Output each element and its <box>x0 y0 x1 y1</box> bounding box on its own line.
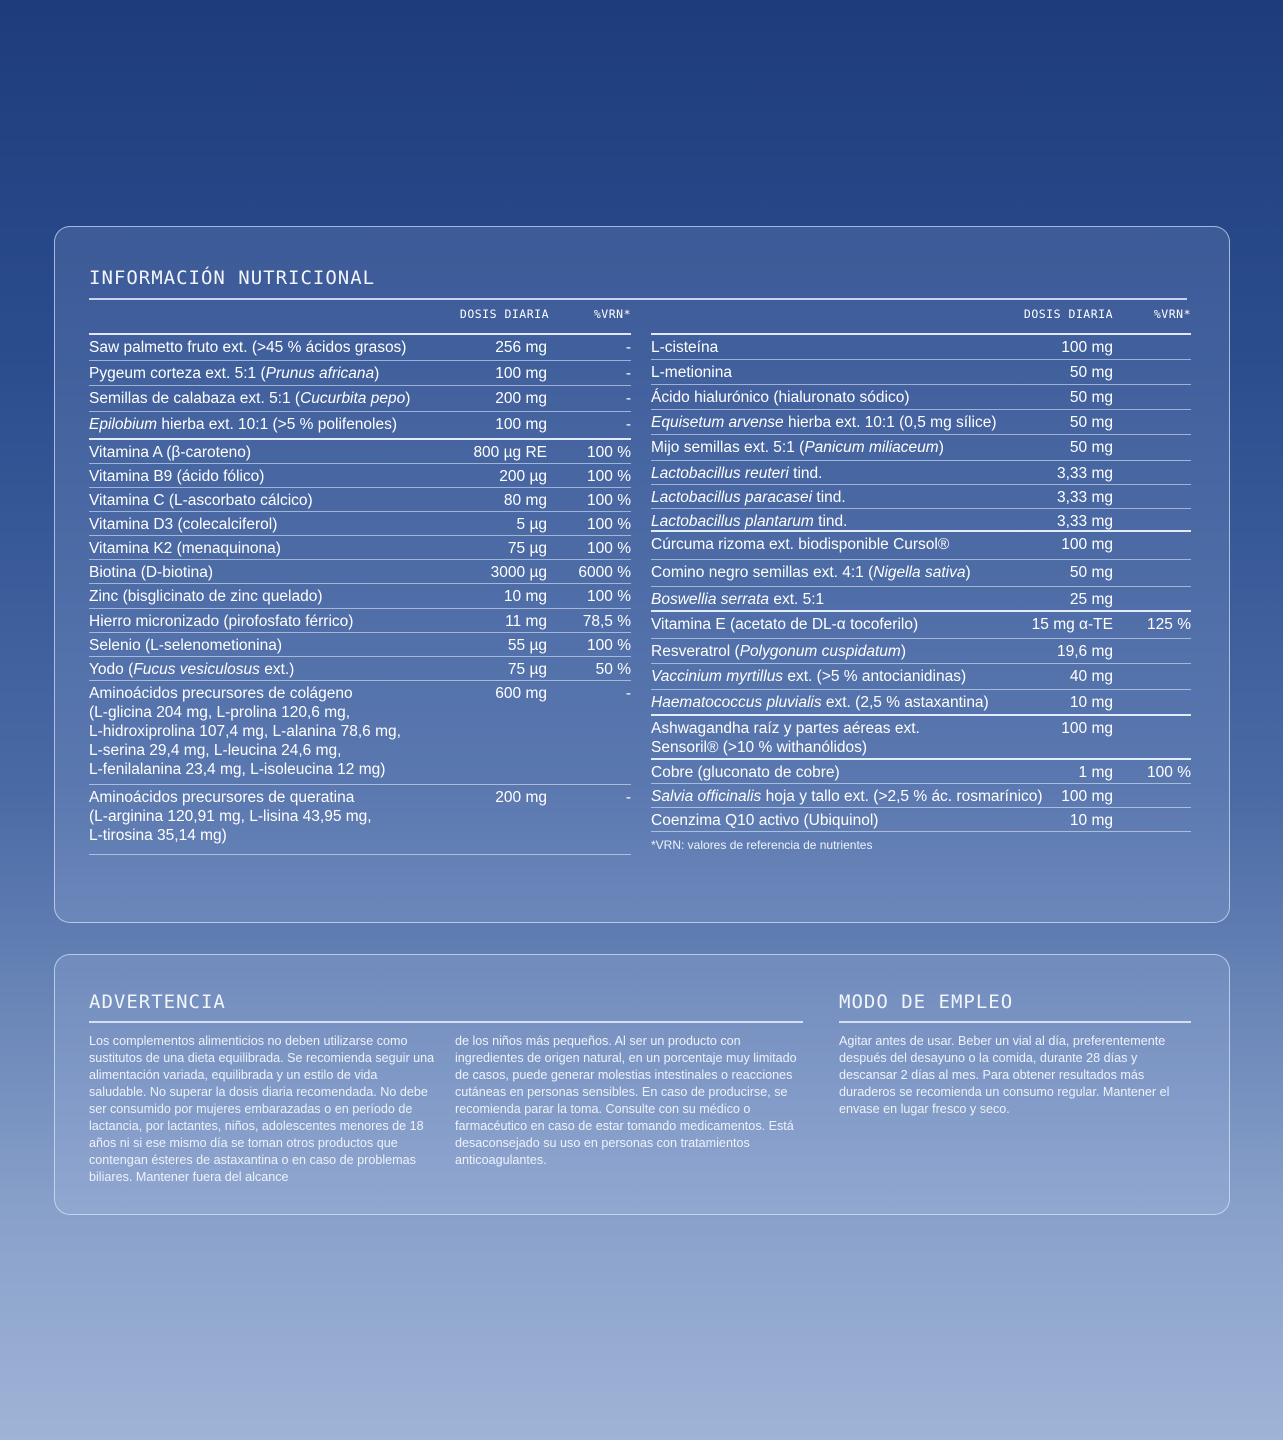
nutrient-dose: 1 mg <box>1078 764 1113 781</box>
nutrient-name: Vitamina A (β-caroteno) <box>89 444 251 461</box>
nutrient-name: Hierro micronizado (pirofosfato férrico) <box>89 613 354 630</box>
nutrient-dose: 55 µg <box>507 637 547 654</box>
table-row <box>89 657 631 681</box>
nutrient-name: Vaccinium myrtillus ext. (>5 % antocianidinas) <box>651 668 967 685</box>
col-vrn-header: %VRN* <box>593 307 631 321</box>
nutrient-dose: 10 mg <box>1069 812 1113 829</box>
nutrient-dose: 50 mg <box>1069 564 1113 581</box>
nutrient-dose: 200 mg <box>495 789 547 806</box>
nutrient-vrn: 100 % <box>587 468 631 485</box>
nutrient-dose: 15 mg α-TE <box>1031 616 1113 633</box>
nutrient-vrn: - <box>625 685 631 702</box>
nutrient-name: Selenio (L-selenometionina) <box>89 637 283 654</box>
table-row <box>89 412 631 440</box>
nutrient-name: Vitamina E (acetato de DL-α tocoferilo) <box>651 616 919 633</box>
nutrient-dose: 10 mg <box>503 588 547 605</box>
nutrient-name: Coenzima Q10 activo (Ubiquinol) <box>651 812 879 829</box>
nutrient-dose: 100 mg <box>1061 720 1113 737</box>
nutrient-vrn: 100 % <box>587 444 631 461</box>
table-row <box>89 361 631 386</box>
table-row <box>651 690 1191 716</box>
nutrient-vrn: - <box>625 789 631 806</box>
nutrient-vrn: 125 % <box>1147 616 1191 633</box>
warning-divider <box>89 1021 803 1023</box>
nutrient-name: L-cisteína <box>651 339 719 356</box>
table-row <box>651 560 1191 587</box>
table-row <box>651 360 1191 385</box>
table-row <box>651 664 1191 690</box>
table-row <box>651 639 1191 664</box>
nutrient-vrn: 50 % <box>595 661 631 678</box>
nutrition-table-left <box>89 305 631 855</box>
table-row <box>89 440 631 464</box>
usage-divider <box>839 1021 1191 1023</box>
table-row <box>89 633 631 657</box>
vrn-footnote: *VRN: valores de referencia de nutrientes <box>651 838 873 852</box>
nutrient-name: Pygeum corteza ext. 5:1 (Prunus africana) <box>89 365 380 382</box>
nutrient-dose: 800 µg RE <box>473 444 547 461</box>
nutrient-name: Ácido hialurónico (hialuronato sódico) <box>651 389 910 406</box>
col-vrn-header: %VRN* <box>1153 307 1191 321</box>
table-row <box>651 385 1191 410</box>
table-row <box>651 335 1191 360</box>
nutrient-dose: 80 mg <box>503 492 547 509</box>
table-header <box>89 305 631 333</box>
nutrient-dose: 5 µg <box>516 516 547 533</box>
nutrient-name: L-metionina <box>651 364 732 381</box>
table-row <box>651 532 1191 560</box>
nutrient-name: Zinc (bisglicinato de zinc quelado) <box>89 588 323 605</box>
table-row <box>651 509 1191 532</box>
table-row <box>89 335 631 361</box>
nutrient-name: Cúrcuma rizoma ext. biodisponible Cursol® <box>651 536 950 553</box>
nutrient-dose: 50 mg <box>1069 439 1113 456</box>
nutrient-vrn: 100 % <box>587 588 631 605</box>
nutrient-name: Haematococcus pluvialis ext. (2,5 % astaxantina) <box>651 694 989 711</box>
nutrient-vrn: - <box>625 339 631 356</box>
nutrient-dose: 100 mg <box>1061 536 1113 553</box>
nutrient-dose: 200 mg <box>495 390 547 407</box>
nutrient-name: Saw palmetto fruto ext. (>45 % ácidos grasos) <box>89 339 407 356</box>
nutrient-name: Equisetum arvense hierba ext. 10:1 (0,5 mg sílice) <box>651 414 997 431</box>
nutrient-vrn: 100 % <box>1147 764 1191 781</box>
usage-text: Agitar antes de usar. Beber un vial al día, preferentemente después del desayuno o la comida, durante 28 días y descansar 2 días al mes. Para obtener resultados más duraderos se recomienda un consumo regular. Mantener el envase en lugar fresco y seco. <box>839 1034 1170 1116</box>
nutrient-vrn: 6000 % <box>578 564 631 581</box>
nutrition-panel <box>54 226 1230 923</box>
table-row <box>651 612 1191 639</box>
table-row <box>89 488 631 512</box>
table-row <box>89 681 631 785</box>
nutrient-dose: 3,33 mg <box>1056 465 1113 482</box>
nutrient-vrn: 100 % <box>587 516 631 533</box>
nutrition-table-right <box>651 305 1191 852</box>
nutrient-dose: 100 mg <box>1061 788 1113 805</box>
table-row <box>89 464 631 488</box>
nutrient-vrn: - <box>625 365 631 382</box>
nutrient-dose: 200 µg <box>499 468 547 485</box>
nutrient-dose: 100 mg <box>495 365 547 382</box>
table-header <box>651 305 1191 333</box>
table-row <box>651 808 1191 832</box>
table-row <box>651 485 1191 509</box>
nutrient-name: Yodo (Fucus vesiculosus ext.) <box>89 661 295 678</box>
table-row <box>89 560 631 584</box>
nutrient-name: Semillas de calabaza ext. 5:1 (Cucurbita pepo) <box>89 390 411 407</box>
table-rows <box>651 335 1191 832</box>
nutrient-dose: 25 mg <box>1069 591 1113 608</box>
col-dose-header: DOSIS DIARIA <box>459 307 549 321</box>
warning-text-col1: Los complementos alimenticios no deben utilizarse como sustitutos de una dieta equilibrada. Se recomienda seguir una alimentación variada, equilibrada y un estilo de vida saludable. No superar la dosis diaria recomendada. No debe ser consumido por mujeres embarazadas o en período de lactancia, por lactantes, niños, adolescentes menores de 18 años ni si ese mismo día se toman otros productos que contengan ésteres de astaxantina o en caso de problemas biliares. Mantener fuera del alcance <box>89 1034 435 1184</box>
nutrient-name: Cobre (gluconato de cobre) <box>651 764 840 781</box>
nutrient-name: Boswellia serrata ext. 5:1 <box>651 591 825 608</box>
nutrient-name: Vitamina B9 (ácido fólico) <box>89 468 265 485</box>
table-row <box>651 587 1191 612</box>
table-row <box>89 584 631 609</box>
table-row <box>651 760 1191 784</box>
table-rows <box>89 335 631 855</box>
warnings-panel <box>54 954 1230 1215</box>
table-row <box>89 386 631 412</box>
nutrient-dose: 40 mg <box>1069 668 1113 685</box>
table-row <box>89 512 631 536</box>
nutrient-dose: 19,6 mg <box>1056 643 1113 660</box>
nutrient-name: Mijo semillas ext. 5:1 (Panicum miliaceum) <box>651 439 944 456</box>
nutrient-vrn: 78,5 % <box>582 613 631 630</box>
usage-title: MODO DE EMPLEO <box>839 991 1014 1013</box>
nutrient-dose: 100 mg <box>1061 339 1113 356</box>
nutrient-dose: 75 µg <box>507 661 547 678</box>
table-row <box>651 784 1191 808</box>
nutrient-name: Vitamina K2 (menaquinona) <box>89 540 281 557</box>
nutrient-dose: 100 mg <box>495 416 547 433</box>
nutrition-title: INFORMACIÓN NUTRICIONAL <box>89 267 376 289</box>
nutrient-name: Biotina (D-biotina) <box>89 564 214 581</box>
nutrient-name: Salvia officinalis hoja y tallo ext. (>2,5 % ác. rosmarínico) <box>651 788 1043 805</box>
nutrient-vrn: 100 % <box>587 540 631 557</box>
table-row <box>89 609 631 633</box>
nutrient-name: Ashwagandha raíz y partes aéreas ext. Sensoril® (>10 % withanólidos) <box>651 720 920 756</box>
nutrient-dose: 10 mg <box>1069 694 1113 711</box>
nutrient-dose: 50 mg <box>1069 414 1113 431</box>
table-row <box>651 435 1191 461</box>
nutrient-dose: 256 mg <box>495 339 547 356</box>
nutrient-dose: 50 mg <box>1069 389 1113 406</box>
nutrient-name: Aminoácidos precursores de queratina (L-arginina 120,91 mg, L-lisina 43,95 mg, L-tirosina 35,14 mg) <box>89 789 372 844</box>
nutrient-dose: 50 mg <box>1069 364 1113 381</box>
nutrient-name: Lactobacillus reuteri tind. <box>651 465 823 482</box>
table-row <box>89 785 631 855</box>
nutrient-dose: 3,33 mg <box>1056 489 1113 506</box>
nutrient-dose: 3000 µg <box>490 564 547 581</box>
nutrient-name: Vitamina C (L-ascorbato cálcico) <box>89 492 313 509</box>
table-row <box>89 536 631 560</box>
table-row <box>651 461 1191 485</box>
warning-text-col2: de los niños más pequeños. Al ser un producto con ingredientes de origen natural, en un porcentaje muy limitado de casos, puede generar molestias intestinales o reacciones cutáneas en personas sensibles. En caso de producirse, se recomienda parar la toma. Consulte con su médico o farmacéutico en caso de estar tomando medicamentos. Está desaconsejado su uso en personas con tratamientos anticoagulantes. <box>455 1034 797 1167</box>
nutrient-dose: 3,33 mg <box>1056 513 1113 530</box>
col-dose-header: DOSIS DIARIA <box>1023 307 1113 321</box>
nutrient-vrn: 100 % <box>587 492 631 509</box>
nutrient-name: Vitamina D3 (colecalciferol) <box>89 516 278 533</box>
nutrient-name: Resveratrol (Polygonum cuspidatum) <box>651 643 907 660</box>
nutrient-dose: 11 mg <box>505 613 547 630</box>
nutrient-name: Comino negro semillas ext. 4:1 (Nigella sativa) <box>651 564 971 581</box>
nutrient-name: Epilobium hierba ext. 10:1 (>5 % polifenoles) <box>89 416 398 433</box>
nutrient-vrn: - <box>625 416 631 433</box>
table-row <box>651 716 1191 760</box>
title-divider <box>89 298 1187 300</box>
nutrient-name: Aminoácidos precursores de colágeno (L-glicina 204 mg, L-prolina 120,6 mg, L-hidroxiprolina 107,4 mg, L-alanina 78,6 mg, L-serina 29,4 mg, L-leucina 24,6 mg, L-fenilalanina 23,4 mg, L-isoleucina 12 mg) <box>89 685 401 778</box>
nutrient-name: Lactobacillus plantarum tind. <box>651 513 848 530</box>
nutrient-dose: 75 µg <box>507 540 547 557</box>
warning-title: ADVERTENCIA <box>89 991 226 1013</box>
nutrient-vrn: 100 % <box>587 637 631 654</box>
nutrient-vrn: - <box>625 390 631 407</box>
nutrient-dose: 600 mg <box>495 685 547 702</box>
table-row <box>651 410 1191 435</box>
nutrient-name: Lactobacillus paracasei tind. <box>651 489 846 506</box>
